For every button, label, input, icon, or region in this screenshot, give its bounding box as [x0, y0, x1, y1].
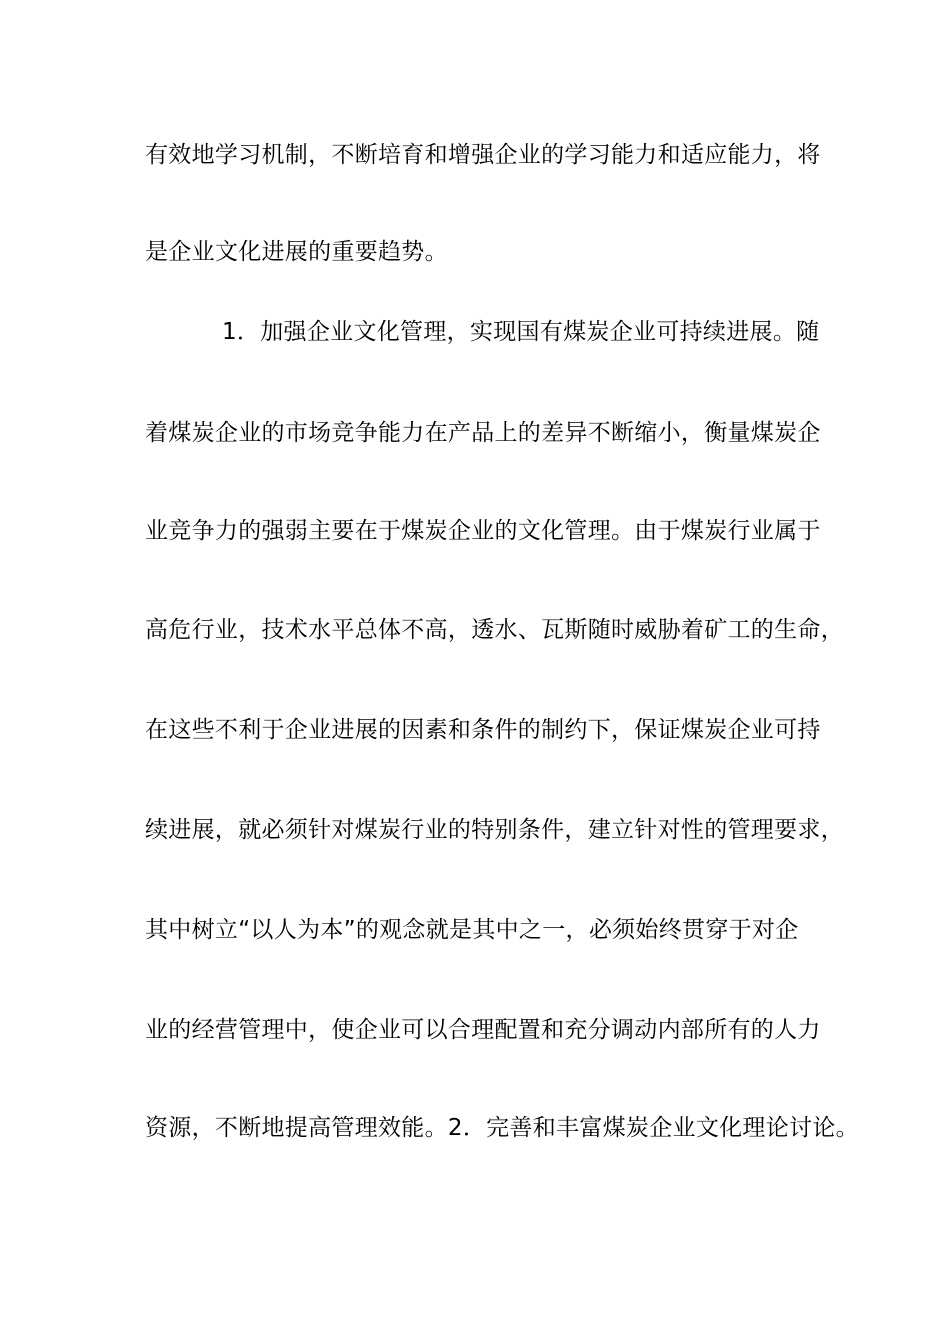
text-line-11: 资源，不断地提高管理效能。2．完善和丰富煤炭企业文化理论讨论。 [145, 1115, 859, 1141]
text-line-1: 有效地学习机制，不断培育和增强企业的学习能力和适应能力，将 [145, 142, 821, 168]
text-line-9: 其中树立“以人为本”的观念就是其中之一，必须始终贯穿于对企 [145, 917, 799, 943]
text-line-10: 业的经营管理中，使企业可以合理配置和充分调动内部所有的人力 [145, 1017, 821, 1043]
text-line-5: 业竞争力的强弱主要在于煤炭企业的文化管理。由于煤炭行业属于 [145, 518, 821, 544]
text-line-2: 是企业文化进展的重要趋势。 [145, 239, 448, 265]
text-line-3: 1．加强企业文化管理，实现国有煤炭企业可持续进展。随 [222, 319, 820, 345]
text-line-7: 在这些不利于企业进展的因素和条件的制约下，保证煤炭企业可持 [145, 717, 821, 743]
text-line-8: 续进展，就必须针对煤炭行业的特别条件，建立针对性的管理要求， [145, 817, 844, 843]
text-line-4: 着煤炭企业的市场竞争能力在产品上的差异不断缩小，衡量煤炭企 [145, 420, 821, 446]
text-line-6: 高危行业，技术水平总体不高，透水、瓦斯随时威胁着矿工的生命， [145, 617, 844, 643]
